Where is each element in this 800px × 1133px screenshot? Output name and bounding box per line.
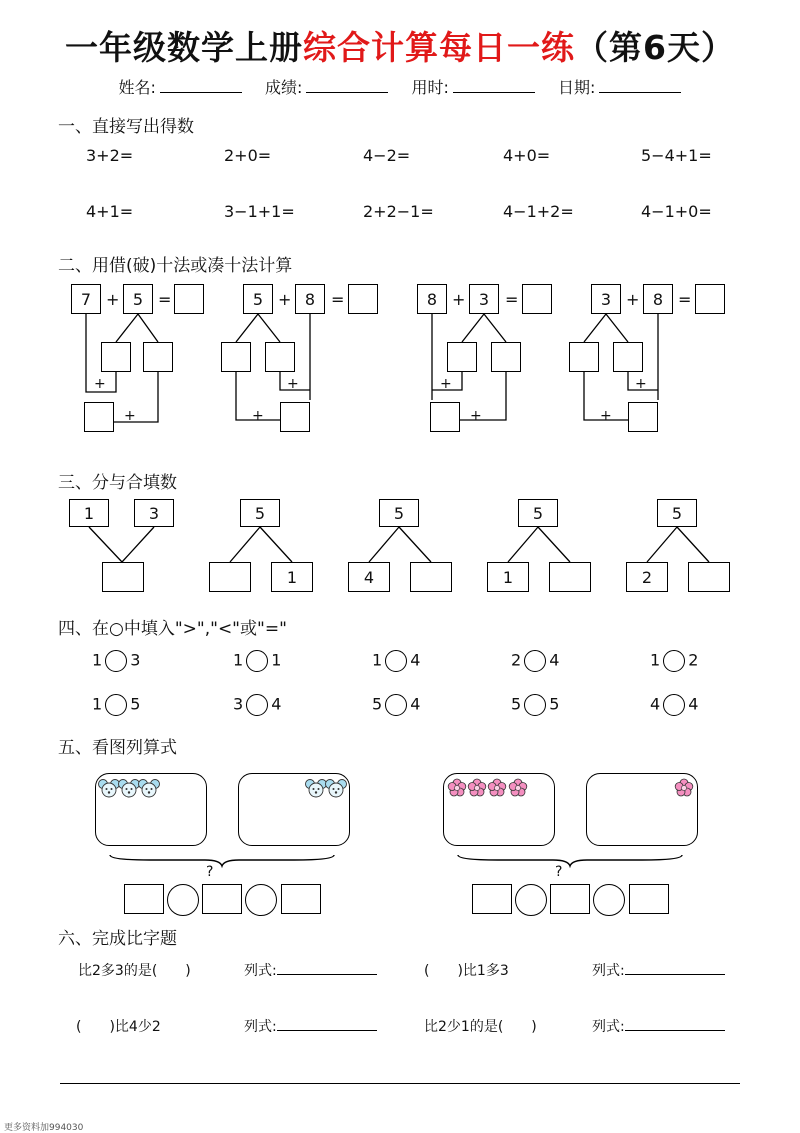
plus-sign: + — [124, 408, 136, 424]
plus-sign: + — [626, 290, 640, 309]
section-6-title: 六、完成比字题 — [58, 929, 177, 949]
compare-item: 1 1 — [233, 650, 281, 672]
mouse-icon-group — [306, 780, 347, 798]
name-label: 姓名: — [118, 78, 156, 97]
compare-item: 1 2 — [650, 650, 698, 672]
equals-sign: = — [678, 290, 692, 309]
plus-sign: + — [278, 290, 292, 309]
exercise-item: 2+2−1= — [363, 202, 434, 221]
number-box: 5 — [240, 499, 280, 527]
answer-box[interactable] — [202, 884, 242, 914]
number-box: 1 — [271, 562, 313, 592]
section-3-title: 三、分与合填数 — [58, 473, 177, 493]
comparison-question: 比2少1的是( ) — [424, 1019, 537, 1035]
plus-sign: + — [452, 290, 466, 309]
number-box: 7 — [71, 284, 101, 314]
exercise-item: 4−1+0= — [641, 202, 712, 221]
plus-sign: + — [106, 290, 120, 309]
footer-text: 更多资料加994030 — [4, 1123, 84, 1133]
number-box: 1 — [69, 499, 109, 527]
formula-line[interactable]: 列式: — [244, 960, 377, 980]
page-title: 一年级数学上册综合计算每日一练（第6天） — [65, 28, 735, 67]
operator-circle[interactable] — [515, 884, 547, 916]
bottom-divider — [60, 1083, 740, 1084]
number-box: 8 — [417, 284, 447, 314]
number-box: 8 — [643, 284, 673, 314]
flower-icon-group — [675, 779, 693, 796]
plus-sign: + — [635, 376, 647, 392]
plus-sign: + — [287, 376, 299, 392]
answer-box[interactable] — [281, 884, 321, 914]
question-mark: ? — [555, 864, 563, 880]
exercise-item: 3+2= — [86, 146, 134, 165]
mouse-icon-group — [99, 780, 160, 798]
equals-sign: = — [505, 290, 519, 309]
number-box: 5 — [123, 284, 153, 314]
exercise-item: 4−1+2= — [503, 202, 574, 221]
equals-sign: = — [158, 290, 172, 309]
compare-item: 2 4 — [511, 650, 559, 672]
compare-item: 1 3 — [92, 650, 140, 672]
answer-box[interactable] — [124, 884, 164, 914]
compare-item: 5 4 — [372, 694, 420, 716]
flower-icon-group — [448, 779, 527, 796]
compare-item: 1 4 — [372, 650, 420, 672]
score-label: 成绩: — [265, 78, 303, 97]
exercise-item: 5−4+1= — [641, 146, 712, 165]
compare-item: 5 5 — [511, 694, 559, 716]
number-box: 3 — [591, 284, 621, 314]
operator-circle[interactable] — [593, 884, 625, 916]
answer-box[interactable] — [472, 884, 512, 914]
operator-circle[interactable] — [167, 884, 199, 916]
number-box: 5 — [379, 499, 419, 527]
question-mark: ? — [206, 864, 214, 880]
exercise-item: 3−1+1= — [224, 202, 295, 221]
formula-line[interactable]: 列式: — [592, 1016, 725, 1036]
exercise-item: 2+0= — [224, 146, 272, 165]
time-label: 用时: — [411, 78, 449, 97]
comparison-question: 比2多3的是( ) — [78, 963, 191, 979]
plus-sign: + — [470, 408, 482, 424]
compare-item: 1 5 — [92, 694, 140, 716]
number-box: 3 — [469, 284, 499, 314]
compare-item: 3 4 — [233, 694, 281, 716]
exercise-item: 4+0= — [503, 146, 551, 165]
plus-sign: + — [94, 376, 106, 392]
compare-item: 4 4 — [650, 694, 698, 716]
number-box: 3 — [134, 499, 174, 527]
answer-box[interactable] — [550, 884, 590, 914]
exercise-item: 4+1= — [86, 202, 134, 221]
exercise-item: 4−2= — [363, 146, 411, 165]
answer-box[interactable] — [629, 884, 669, 914]
number-box: 5 — [518, 499, 558, 527]
plus-sign: + — [440, 376, 452, 392]
operator-circle[interactable] — [245, 884, 277, 916]
number-box: 8 — [295, 284, 325, 314]
section-1-title: 一、直接写出得数 — [58, 117, 194, 137]
number-box: 5 — [243, 284, 273, 314]
plus-sign: + — [252, 408, 264, 424]
number-box: 2 — [626, 562, 668, 592]
number-box: 1 — [487, 562, 529, 592]
comparison-question: ( )比4少2 — [76, 1019, 161, 1035]
number-box: 5 — [657, 499, 697, 527]
comparison-question: ( )比1多3 — [424, 963, 509, 979]
section-5-title: 五、看图列算式 — [58, 738, 177, 758]
section-2-title: 二、用借(破)十法或凑十法计算 — [58, 256, 293, 276]
plus-sign: + — [600, 408, 612, 424]
equals-sign: = — [331, 290, 345, 309]
number-box: 4 — [348, 562, 390, 592]
formula-line[interactable]: 列式: — [592, 960, 725, 980]
formula-line[interactable]: 列式: — [244, 1016, 377, 1036]
section-4-title: 四、在○中填入">","<"或"=" — [58, 619, 287, 639]
date-label: 日期: — [558, 78, 596, 97]
